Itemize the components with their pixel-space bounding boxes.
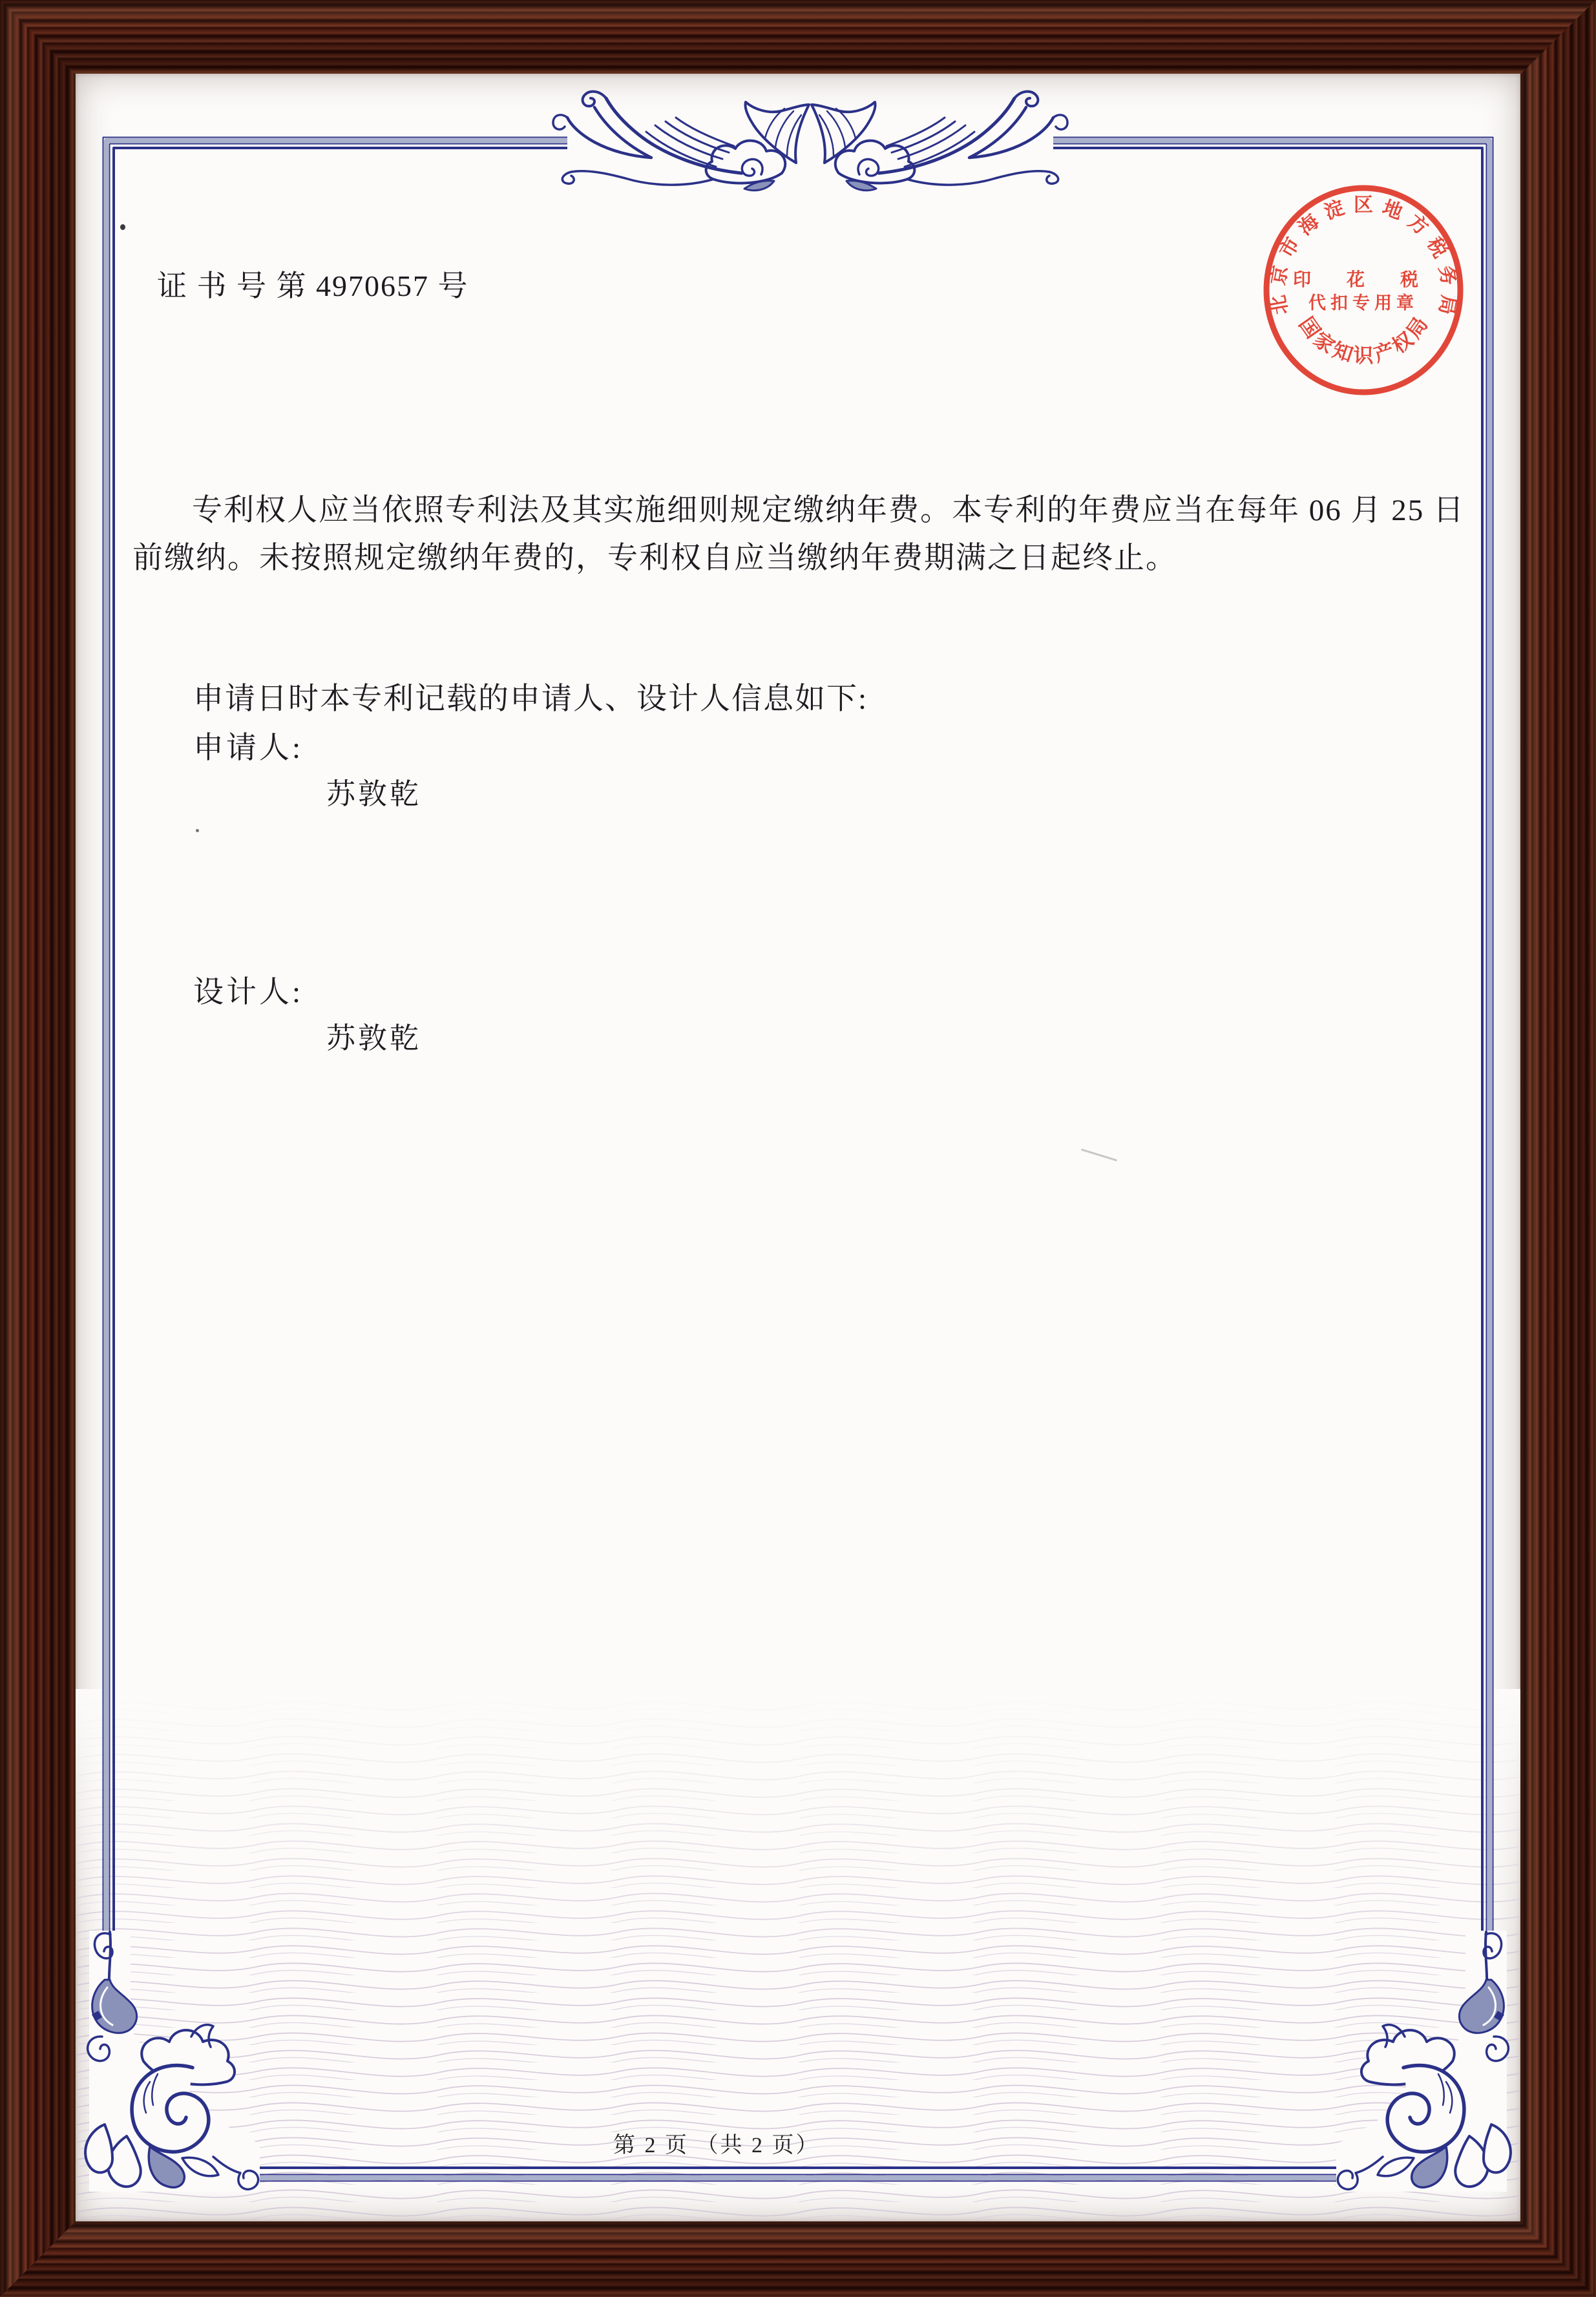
paper-speck bbox=[120, 224, 125, 230]
info-heading: 申请日时本专利记载的申请人、设计人信息如下: bbox=[193, 682, 868, 716]
svg-text:市: 市 bbox=[1276, 234, 1304, 262]
svg-text:局: 局 bbox=[1402, 313, 1433, 342]
svg-text:海: 海 bbox=[1294, 210, 1323, 240]
paragraph-line-1: 专利权人应当依照专利法及其实施细则规定缴纳年费。本专利的年费应当在每年 06 月 25 日 bbox=[192, 494, 1465, 527]
designer-label: 设计人: bbox=[193, 976, 304, 1009]
wood-frame-left bbox=[0, 0, 76, 2297]
designer-name: 苏敦乾 bbox=[326, 1022, 422, 1054]
corner-flourish-bottom-left bbox=[85, 1931, 260, 2192]
svg-text:地: 地 bbox=[1380, 196, 1405, 224]
certificate-paper bbox=[76, 74, 1520, 2221]
svg-text:务: 务 bbox=[1434, 264, 1460, 287]
svg-text:局: 局 bbox=[1434, 293, 1460, 317]
svg-text:权: 权 bbox=[1387, 328, 1418, 358]
wood-frame-bottom bbox=[0, 2221, 1596, 2297]
page-number-footer: 第 2 页 （共 2 页） bbox=[613, 2134, 820, 2157]
double-border bbox=[103, 138, 1493, 2181]
applicant-name: 苏敦乾 bbox=[326, 778, 422, 810]
svg-text:产: 产 bbox=[1370, 338, 1398, 366]
svg-text:税: 税 bbox=[1423, 234, 1451, 262]
wood-frame-top bbox=[0, 0, 1596, 75]
svg-text:家: 家 bbox=[1309, 328, 1339, 358]
paragraph-line-2: 前缴纳。未按照规定缴纳年费的，专利权自应当缴纳年费期满之日起终止。 bbox=[132, 541, 1177, 575]
svg-text:京: 京 bbox=[1267, 264, 1292, 287]
svg-text:淀: 淀 bbox=[1321, 196, 1347, 224]
svg-text:方: 方 bbox=[1403, 210, 1433, 240]
seal-center-line2: 代扣专用章 bbox=[1308, 293, 1418, 313]
svg-text:区: 区 bbox=[1354, 194, 1373, 216]
wood-frame-right bbox=[1520, 0, 1596, 2297]
paper-speck bbox=[196, 829, 199, 832]
applicant-label: 申请人: bbox=[193, 731, 304, 765]
corner-flourish-bottom-right bbox=[1336, 1931, 1511, 2192]
svg-text:识: 识 bbox=[1353, 344, 1374, 367]
seal-center-line1: 印 花 税 bbox=[1292, 270, 1434, 290]
svg-text:知: 知 bbox=[1329, 338, 1356, 366]
red-tax-seal bbox=[1259, 182, 1467, 398]
seal-bottom-arc-text bbox=[1295, 313, 1433, 367]
svg-text:北: 北 bbox=[1267, 293, 1292, 317]
certificate-number: 证 书 号 第 4970657 号 bbox=[157, 269, 469, 302]
svg-text:国: 国 bbox=[1294, 313, 1325, 342]
